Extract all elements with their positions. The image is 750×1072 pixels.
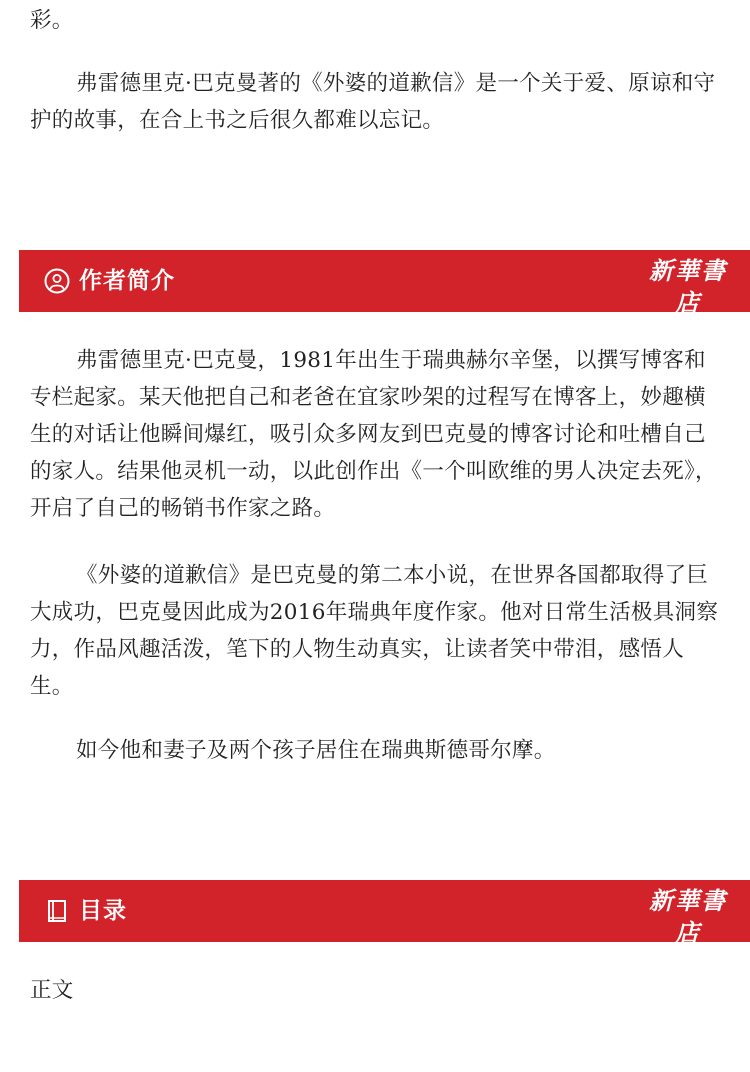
author-section-title: 作者简介 (79, 268, 175, 294)
logo-en-text: XINHUA BOOKSTORE (643, 950, 733, 959)
book-icon (44, 898, 70, 924)
intro-summary: 弗雷德里克·巴克曼著的《外婆的道歉信》是一个关于爱、原谅和守护的故事，在合上书之后很久都难以忘记。 (30, 71, 716, 133)
author-paragraph: 如今他和妻子及两个孩子居住在瑞典斯德哥尔摩。 (76, 738, 556, 763)
toc-section-header (19, 880, 750, 959)
xinhua-bookstore-logo (638, 885, 738, 959)
toc-item[interactable]: 正文 (30, 978, 74, 1003)
logo-cn-text: 新華書店 (649, 256, 727, 317)
intro-fragment: 彩。 (30, 8, 74, 33)
xinhua-bookstore-logo (638, 255, 738, 329)
toc-section-title: 目录 (79, 898, 127, 924)
user-circle-icon (44, 268, 70, 294)
logo-cn-text: 新華書店 (649, 886, 727, 947)
author-paragraph: 《外婆的道歉信》是巴克曼的第二本小说，在世界各国都取得了巨大成功，巴克曼因此成为2016年瑞典年度作家。他对日常生活极具洞察力，作品风趣活泼，笔下的人物生动真实，让读者笑中带泪，感悟人生。 (30, 563, 719, 699)
logo-en-text: XINHUA BOOKSTORE (643, 320, 733, 329)
author-paragraph: 弗雷德里克·巴克曼，1981年出生于瑞典赫尔辛堡，以撰写博客和专栏起家。某天他把自己和老爸在宜家吵架的过程写在博客上，妙趣横生的对话让他瞬间爆红，吸引众多网友到巴克曼的博客讨论和吐槽自己的家人。结果他灵机一动，以此创作出《一个叫欧维的男人决定去死》，开启了自己的畅销书作家之路。 (30, 348, 717, 521)
author-section-header (19, 250, 750, 329)
